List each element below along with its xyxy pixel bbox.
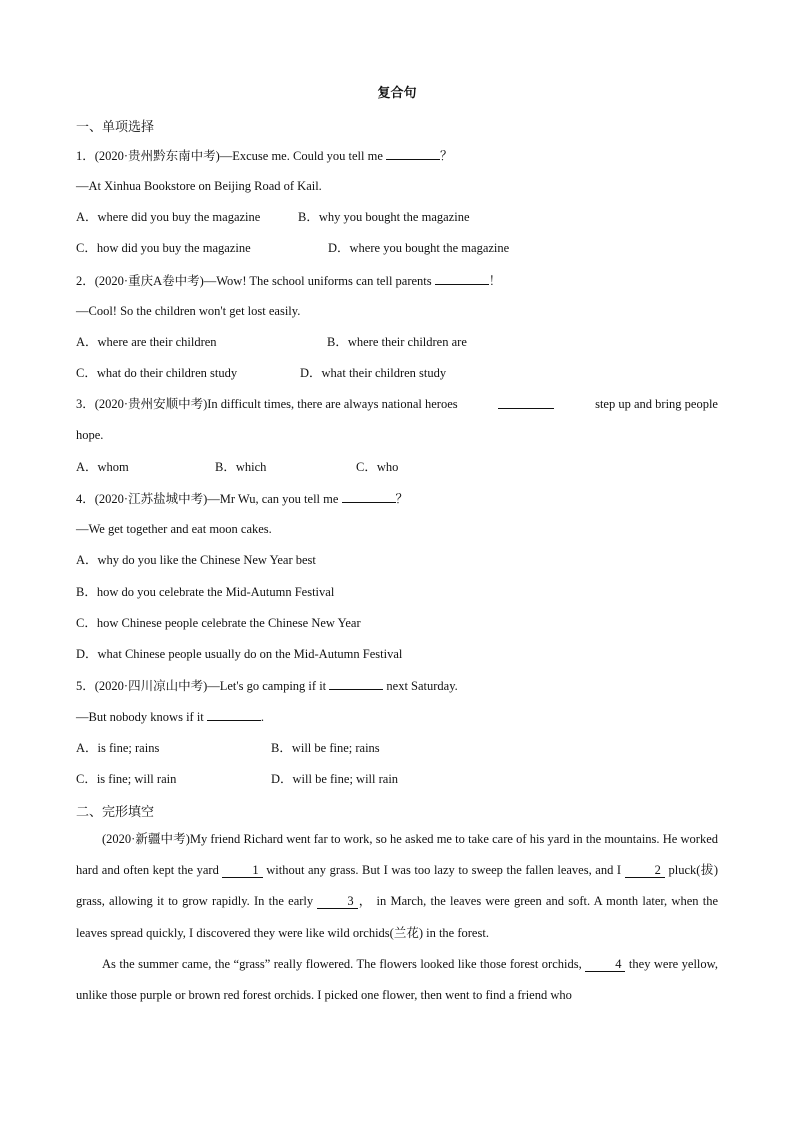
question-end: ？: [440, 149, 453, 163]
option-c[interactable]: C．what do their children study: [76, 366, 238, 380]
question-stem: 2．(2020·重庆A卷中考)—Wow! The school uniforms can tell parents: [76, 274, 432, 288]
section-heading-single-choice: 一、单项选择: [76, 120, 155, 135]
answer-blank: [342, 489, 396, 503]
option-b[interactable]: B．where their children are: [327, 335, 467, 349]
question-5: [76, 676, 458, 695]
option-c[interactable]: C．how did you buy the magazine: [76, 241, 251, 255]
question-3-cont: hope.: [76, 428, 104, 442]
answer-blank: [386, 146, 440, 160]
option-d[interactable]: D．what their children study: [300, 366, 447, 380]
passage-text: without any grass. But I was too lazy to sweep the fallen leaves, and I: [262, 863, 625, 878]
question-reply: —But nobody knows if it: [76, 710, 204, 724]
question-4-reply: —We get together and eat moon cakes.: [76, 522, 272, 536]
question-1-reply: —At Xinhua Bookstore on Beijing Road of Kail.: [76, 179, 322, 193]
question-2: [76, 271, 501, 290]
question-stem: 5．(2020·四川凉山中考)—Let's go camping if it: [76, 679, 327, 693]
page-title: 复合句: [377, 86, 417, 101]
cloze-blank-3[interactable]: 3: [317, 894, 357, 909]
question-stem: 3．(2020·贵州安顺中考)In difficult times, there are always national heroes: [76, 397, 458, 411]
passage-text: they were yellow, unlike those purple or brown red forest orchids. I picked one flower, then went to find a friend who: [76, 956, 718, 1003]
answer-blank: [207, 707, 261, 721]
question-end: ！: [488, 274, 502, 288]
passage-text: pluck(拔) grass, allowing it to grow rapidly. In the early: [76, 863, 718, 909]
question-1: [76, 146, 453, 165]
option-b[interactable]: B．will be fine; rains: [271, 741, 380, 755]
passage-paragraph-2: [76, 949, 718, 1011]
question-stem-after: next Saturday.: [386, 679, 458, 693]
option-a[interactable]: A．is fine; rains: [76, 741, 160, 755]
answer-blank: [329, 676, 383, 690]
option-b[interactable]: B．why you bought the magazine: [298, 210, 470, 224]
option-a[interactable]: A．whom: [76, 460, 129, 474]
passage-text: ， in March, the leaves were green and soft. A month later, when the leaves spread quickly, I discovered they were like wild orchids(兰花) in the forest.: [76, 894, 718, 940]
question-4: [76, 489, 408, 508]
cloze-blank-1[interactable]: 1: [222, 863, 262, 878]
question-end: .: [260, 710, 265, 724]
answer-blank: [435, 271, 489, 285]
option-d[interactable]: D．where you bought the magazine: [328, 241, 510, 255]
option-b[interactable]: B．which: [215, 460, 267, 474]
option-a[interactable]: A．why do you like the Chinese New Year best: [76, 553, 316, 567]
option-d[interactable]: D．will be fine; will rain: [271, 772, 399, 786]
option-b[interactable]: B．how do you celebrate the Mid-Autumn Festival: [76, 585, 335, 599]
question-5-reply: [76, 707, 264, 726]
question-stem: 1．(2020·贵州黔东南中考)—Excuse me. Could you tell me: [76, 149, 383, 163]
cloze-passage: [76, 824, 718, 1011]
section-heading-cloze: 二、完形填空: [76, 805, 155, 820]
question-2-reply: —Cool! So the children won't get lost easily.: [76, 304, 301, 318]
question-3: [76, 395, 718, 413]
passage-text: (2020·新疆中考)My friend Richard went far to work, so he asked me to take care of his yard in the mountains. He worked hard and often kept the yard: [76, 832, 718, 878]
option-a[interactable]: A．where are their children: [76, 335, 217, 349]
question-stem-after: step up and bring people: [595, 397, 718, 411]
question-stem: 4．(2020·江苏盐城中考)—Mr Wu, can you tell me: [76, 492, 339, 506]
option-c[interactable]: C．is fine; will rain: [76, 772, 177, 786]
cloze-blank-2[interactable]: 2: [625, 863, 665, 878]
option-a[interactable]: A．where did you buy the magazine: [76, 210, 261, 224]
option-c[interactable]: C．how Chinese people celebrate the Chinese New Year: [76, 616, 361, 630]
passage-text: As the summer came, the “grass” really flowered. The flowers looked like those forest orchids,: [102, 956, 586, 971]
question-end: ？: [395, 492, 409, 506]
cloze-blank-4[interactable]: 4: [585, 957, 625, 972]
answer-blank: [498, 395, 554, 409]
option-c[interactable]: C．who: [356, 460, 399, 474]
passage-paragraph-1: [76, 824, 718, 949]
option-d[interactable]: D．what Chinese people usually do on the Mid-Autumn Festival: [76, 647, 403, 661]
